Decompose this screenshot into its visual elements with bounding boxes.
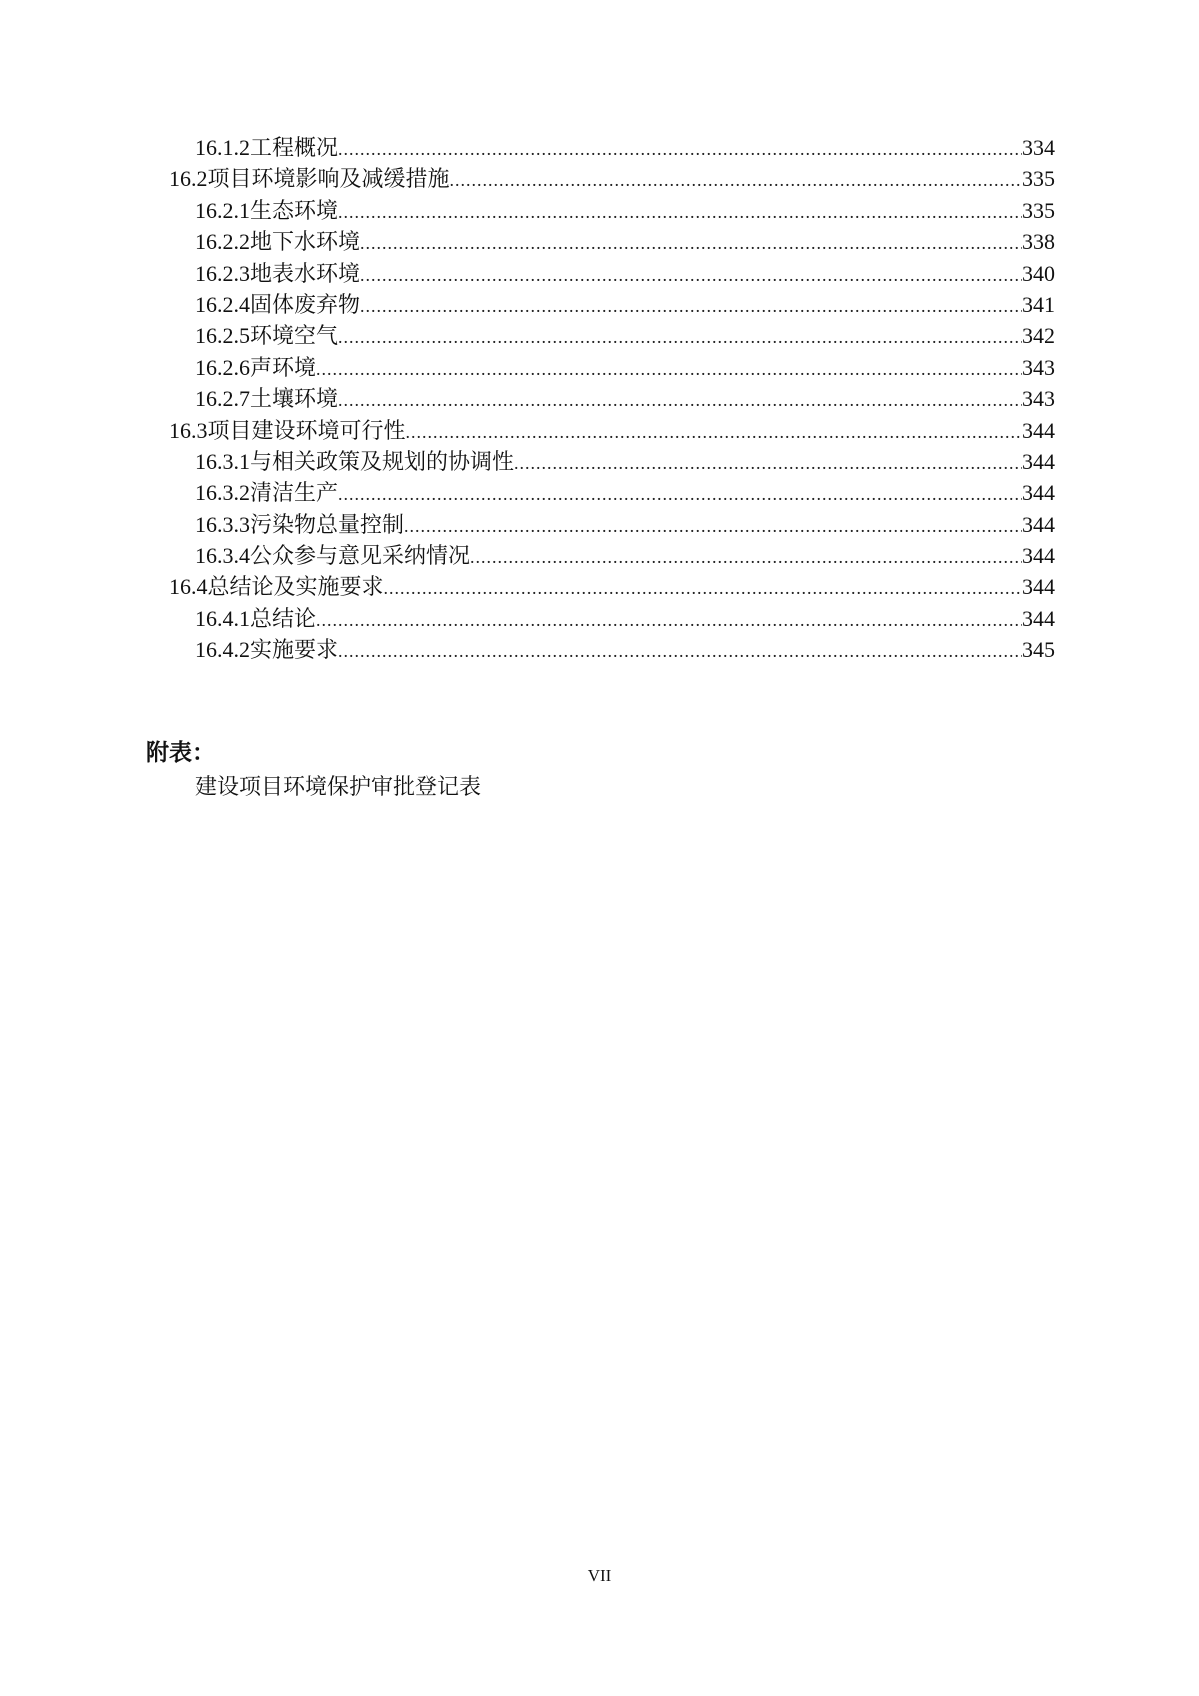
toc-entry-page: 344 [1022, 511, 1055, 537]
toc-dot-leader [360, 260, 1022, 291]
toc-entry-title: 总结论 [250, 605, 317, 631]
page-number: VII [587, 1566, 612, 1585]
toc-entry[interactable] [0, 320, 1199, 351]
toc-entry[interactable] [0, 289, 1199, 320]
toc-dot-leader [316, 354, 1022, 385]
toc-entry-title: 总结论及实施要求 [207, 574, 384, 600]
toc-dot-leader [338, 322, 1022, 353]
toc-entry[interactable] [0, 603, 1199, 634]
toc-entry-page: 345 [1022, 637, 1055, 663]
toc-entry-page: 343 [1022, 386, 1055, 412]
toc-entry-page: 335 [1022, 197, 1055, 223]
toc-entry-title: 清洁生产 [250, 480, 339, 506]
toc-entry-page: 344 [1022, 605, 1055, 631]
toc-entry[interactable] [0, 163, 1199, 194]
toc-entry-page: 341 [1022, 291, 1055, 317]
toc-entry-title: 项目环境影响及减缓措施 [207, 166, 450, 192]
toc-dot-leader [360, 228, 1022, 259]
toc-dot-leader [450, 165, 1022, 196]
toc-entry-number: 16.2.1 [195, 197, 250, 223]
toc-entry-page: 344 [1022, 480, 1055, 506]
toc-dot-leader [338, 134, 1022, 165]
toc-entry-title: 公众参与意见采纳情况 [250, 543, 471, 569]
toc-entry-page: 338 [1022, 229, 1055, 255]
toc-entry-number: 16.2.4 [195, 291, 250, 317]
toc-entry-number: 16.2.3 [195, 260, 250, 286]
toc-entry-number: 16.3.4 [195, 543, 250, 569]
toc-entry-page: 344 [1022, 448, 1055, 474]
toc-entry-title: 工程概况 [250, 135, 339, 160]
toc-entry[interactable] [0, 132, 1199, 163]
toc-entry-title: 声环境 [250, 354, 317, 380]
toc-entry-number: 16.2.7 [195, 386, 250, 412]
toc-dot-leader [360, 291, 1022, 322]
toc-entry-page: 344 [1022, 574, 1055, 600]
toc-entry-title: 地下水环境 [250, 229, 361, 255]
toc-entry[interactable] [0, 477, 1199, 508]
toc-entry[interactable] [0, 540, 1199, 571]
toc-entry-number: 16.4.2 [195, 637, 250, 663]
toc-entry-number: 16.4 [169, 574, 208, 600]
toc-entry-page: 342 [1022, 323, 1055, 349]
toc-entry-page: 344 [1022, 417, 1055, 443]
toc-entry[interactable] [0, 571, 1199, 602]
toc-entry[interactable] [0, 446, 1199, 477]
toc-entry-number: 16.3.3 [195, 511, 250, 537]
toc-entry-title: 土壤环境 [250, 386, 339, 412]
toc-dot-leader [384, 573, 1022, 604]
toc-entry-number: 16.2.5 [195, 323, 250, 349]
toc-dot-leader [338, 385, 1022, 416]
appendix-item: 建设项目环境保护审批登记表 [195, 774, 482, 799]
toc-entry-page: 344 [1022, 543, 1055, 569]
toc-entry-number: 16.3 [169, 417, 208, 443]
toc-entry-number: 16.3.2 [195, 480, 250, 506]
toc-entry-title: 污染物总量控制 [250, 511, 405, 537]
toc-entry[interactable] [0, 352, 1199, 383]
toc-entry-page: 340 [1022, 260, 1055, 286]
toc-entry-title: 地表水环境 [250, 260, 361, 286]
toc-entry-number: 16.2.2 [195, 229, 250, 255]
table-of-contents [0, 132, 1199, 666]
toc-dot-leader [338, 479, 1022, 510]
toc-entry[interactable] [0, 415, 1199, 446]
toc-entry-page: 335 [1022, 166, 1055, 192]
toc-dot-leader [406, 417, 1022, 448]
toc-entry[interactable] [0, 383, 1199, 414]
toc-dot-leader [338, 197, 1022, 228]
toc-entry-number: 16.3.1 [195, 448, 250, 474]
toc-entry[interactable] [0, 509, 1199, 540]
toc-entry-number: 16.2 [169, 166, 208, 192]
toc-entry-title: 固体废弃物 [250, 291, 361, 317]
toc-entry-number: 16.2.6 [195, 354, 250, 380]
toc-entry[interactable] [0, 195, 1199, 226]
toc-dot-leader [470, 542, 1022, 573]
toc-entry-title: 与相关政策及规划的协调性 [250, 448, 515, 474]
toc-dot-leader [338, 636, 1022, 667]
toc-entry-title: 实施要求 [250, 637, 339, 663]
toc-entry-title: 项目建设环境可行性 [207, 417, 406, 443]
toc-dot-leader [316, 605, 1022, 636]
toc-entry-title: 生态环境 [250, 197, 339, 223]
toc-dot-leader [404, 511, 1022, 542]
toc-entry[interactable] [0, 258, 1199, 289]
toc-entry-page: 343 [1022, 354, 1055, 380]
toc-dot-leader [514, 448, 1022, 479]
toc-entry-number: 16.4.1 [195, 605, 250, 631]
toc-entry-page: 334 [1022, 135, 1055, 160]
appendix-heading: 附表： [146, 740, 215, 766]
toc-entry-title: 环境空气 [250, 323, 339, 349]
toc-entry[interactable] [0, 226, 1199, 257]
toc-entry[interactable] [0, 634, 1199, 665]
toc-entry-number: 16.1.2 [195, 135, 250, 160]
